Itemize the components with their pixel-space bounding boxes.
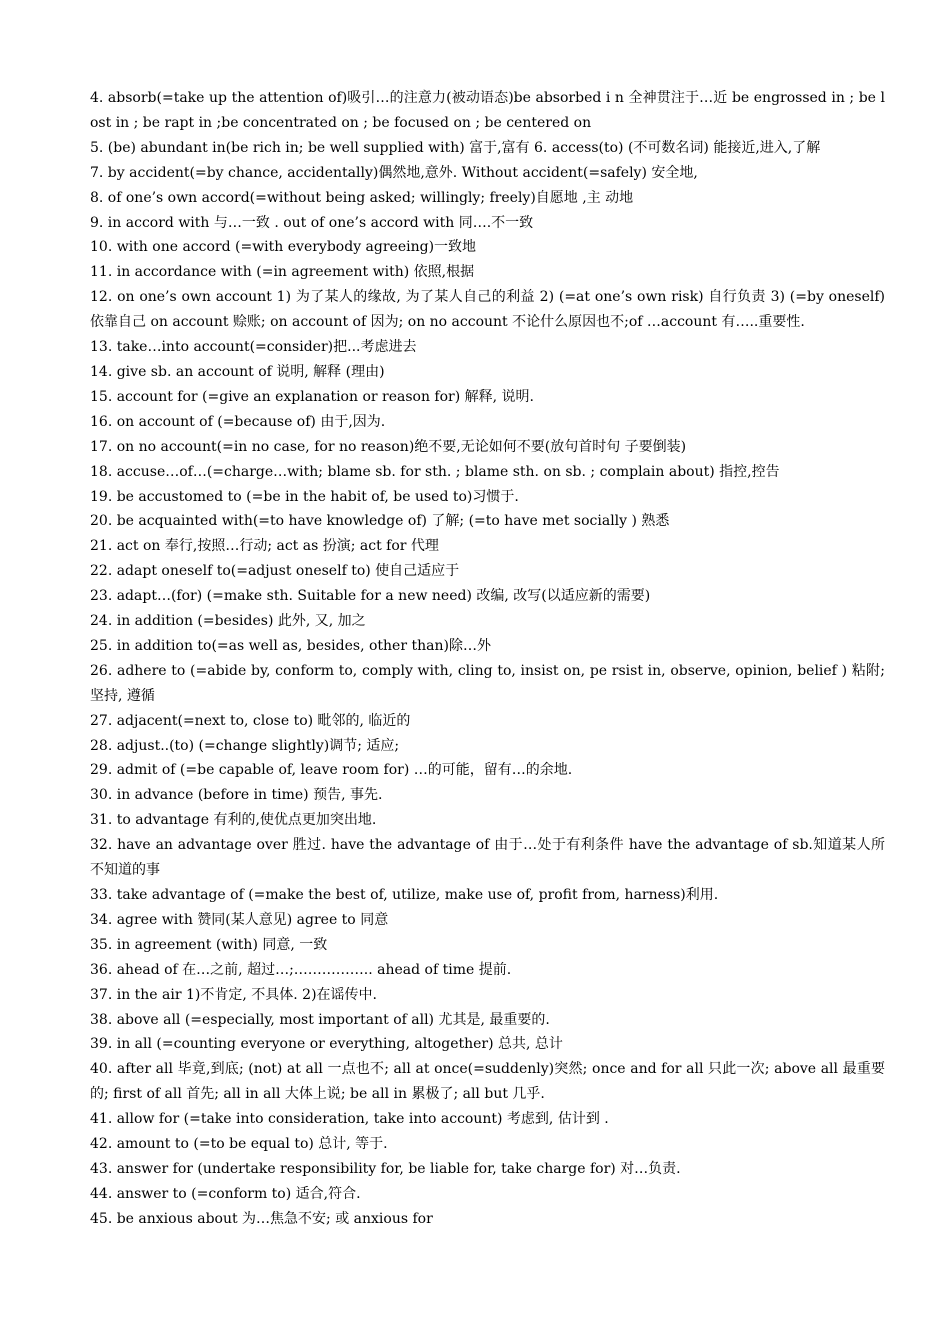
entry-9: 9. in accord with 与…一致 . out of one’s accord with 同….不一致	[90, 214, 534, 231]
entry-7: 7. by accident(=by chance, accidentally)偶然地,意外. Without accident(=safely) 安全地,	[90, 164, 698, 181]
entry-33: 33. take advantage of (=make the best of, utilize, make use of, profit from, harness)利用.	[90, 887, 719, 903]
entry-45: 45. be anxious about 为…焦急不安; 或 anxious for	[90, 1210, 433, 1227]
entry-43: 43. answer for (undertake responsibility for, be liable for, take charge for) 对…负责.	[90, 1160, 681, 1177]
entry-13: 13. take…into account(=consider)把...考虑进去	[90, 339, 417, 356]
entry-27: 27. adjacent(=next to, close to) 毗邻的, 临近的	[90, 712, 411, 729]
entry-38: 38. above all (=especially, most important of all) 尤其是, 最重要的.	[90, 1011, 550, 1028]
entry-29: 29. admit of (=be capable of, leave room for) …的可能，留有…的余地.	[90, 762, 573, 779]
entry-23: 23. adapt…(for) (=make sth. Suitable for a new need) 改编, 改写(以适应新的需要)	[90, 588, 651, 605]
entry-26: 26. adhere to (=abide by, conform to, comply with, cling to, insist on, pe rsist in, observe, opinion, belief ) 粘附; 坚持, 遵循	[90, 662, 885, 704]
entry-41: 41. allow for (=take into consideration, take into account) 考虑到, 估计到 .	[90, 1111, 609, 1128]
entry-20: 20. be acquainted with(=to have knowledge of) 了解; (=to have met socially ) 熟悉	[90, 513, 670, 530]
entry-35: 35. in agreement (with) 同意, 一致	[90, 936, 328, 953]
entry-12: 12. on one’s own account 1) 为了某人的缘故, 为了某人自己的利益 2) (=at one’s own risk) 自行负责 3) (=by oneself)依靠自己 on account 赊账; on account of 因为; on no account 不论什么原因也不;of …account 有…..重要性.	[90, 289, 885, 331]
entry-30: 30. in advance (before in time) 预告, 事先.	[90, 787, 383, 804]
entry-17: 17. on no account(=in no case, for no reason)绝不要,无论如何不要(放句首时句 子要倒装)	[90, 438, 687, 455]
entry-15: 15. account for (=give an explanation or reason for) 解释, 说明.	[90, 388, 534, 405]
entry-19: 19. be accustomed to (=be in the habit of, be used to)习惯于.	[90, 488, 519, 505]
entry-39: 39. in all (=counting everyone or everything, altogether) 总共, 总计	[90, 1036, 563, 1053]
entry-37: 37. in the air 1)不肯定, 不具体. 2)在谣传中.	[90, 986, 377, 1003]
entry-25: 25. in addition to(=as well as, besides, other than)除…外	[90, 637, 491, 654]
entry-18: 18. accuse…of…(=charge…with; blame sb. for sth. ; blame sth. on sb. ; complain about) 指控,控告	[90, 463, 780, 480]
entry-40: 40. after all 毕竟,到底; (not) at all 一点也不; all at once(=suddenly)突然; once and for all 只此一次; above all 最重要的; first of all 首先; all in all 大体上说; be all in 累极了; all but 几乎.	[90, 1061, 885, 1103]
entry-44: 44. answer to (=conform to) 适合,符合.	[90, 1185, 361, 1202]
entry-34: 34. agree with 赞同(某人意见) agree to 同意	[90, 911, 389, 928]
entry-16: 16. on account of (=because of) 由于,因为.	[90, 413, 386, 430]
entry-4: 4. absorb(=take up the attention of)吸引…的注意力(被动语态)be absorbed i n 全神贯注于…近 be engrossed in ; be lost in ; be rapt in ;be concentrated on ; be focused on ; be centered on	[90, 90, 885, 131]
entry-5: 5. (be) abundant in(be rich in; be well supplied with) 富于,富有 6. access(to) (不可数名词) 能接近,进入,了解	[90, 139, 821, 156]
document-page	[90, 86, 885, 1232]
entry-21: 21. act on 奉行,按照…行动; act as 扮演; act for 代理	[90, 538, 439, 555]
entry-14: 14. give sb. an account of 说明, 解释 (理由)	[90, 363, 385, 380]
entry-10: 10. with one accord (=with everybody agreeing)一致地	[90, 239, 477, 256]
entry-24: 24. in addition (=besides) 此外, 又, 加之	[90, 613, 366, 630]
entry-11: 11. in accordance with (=in agreement with) 依照,根据	[90, 264, 475, 281]
entry-22: 22. adapt oneself to(=adjust oneself to) 使自己适应于	[90, 563, 460, 580]
entry-36: 36. ahead of 在…之前, 超过…;…………….. ahead of time 提前.	[90, 961, 512, 978]
entry-31: 31. to advantage 有利的,使优点更加突出地.	[90, 812, 377, 829]
entry-32: 32. have an advantage over 胜过. have the advantage of 由于…处于有利条件 have the advantage of sb.知道某人所不知道的事	[90, 837, 885, 879]
entry-42: 42. amount to (=to be equal to) 总计, 等于.	[90, 1136, 388, 1153]
entry-28: 28. adjust..(to) (=change slightly)调节; 适应;	[90, 737, 400, 754]
entry-8: 8. of one’s own accord(=without being asked; willingly; freely)自愿地 ,主 动地	[90, 189, 634, 206]
